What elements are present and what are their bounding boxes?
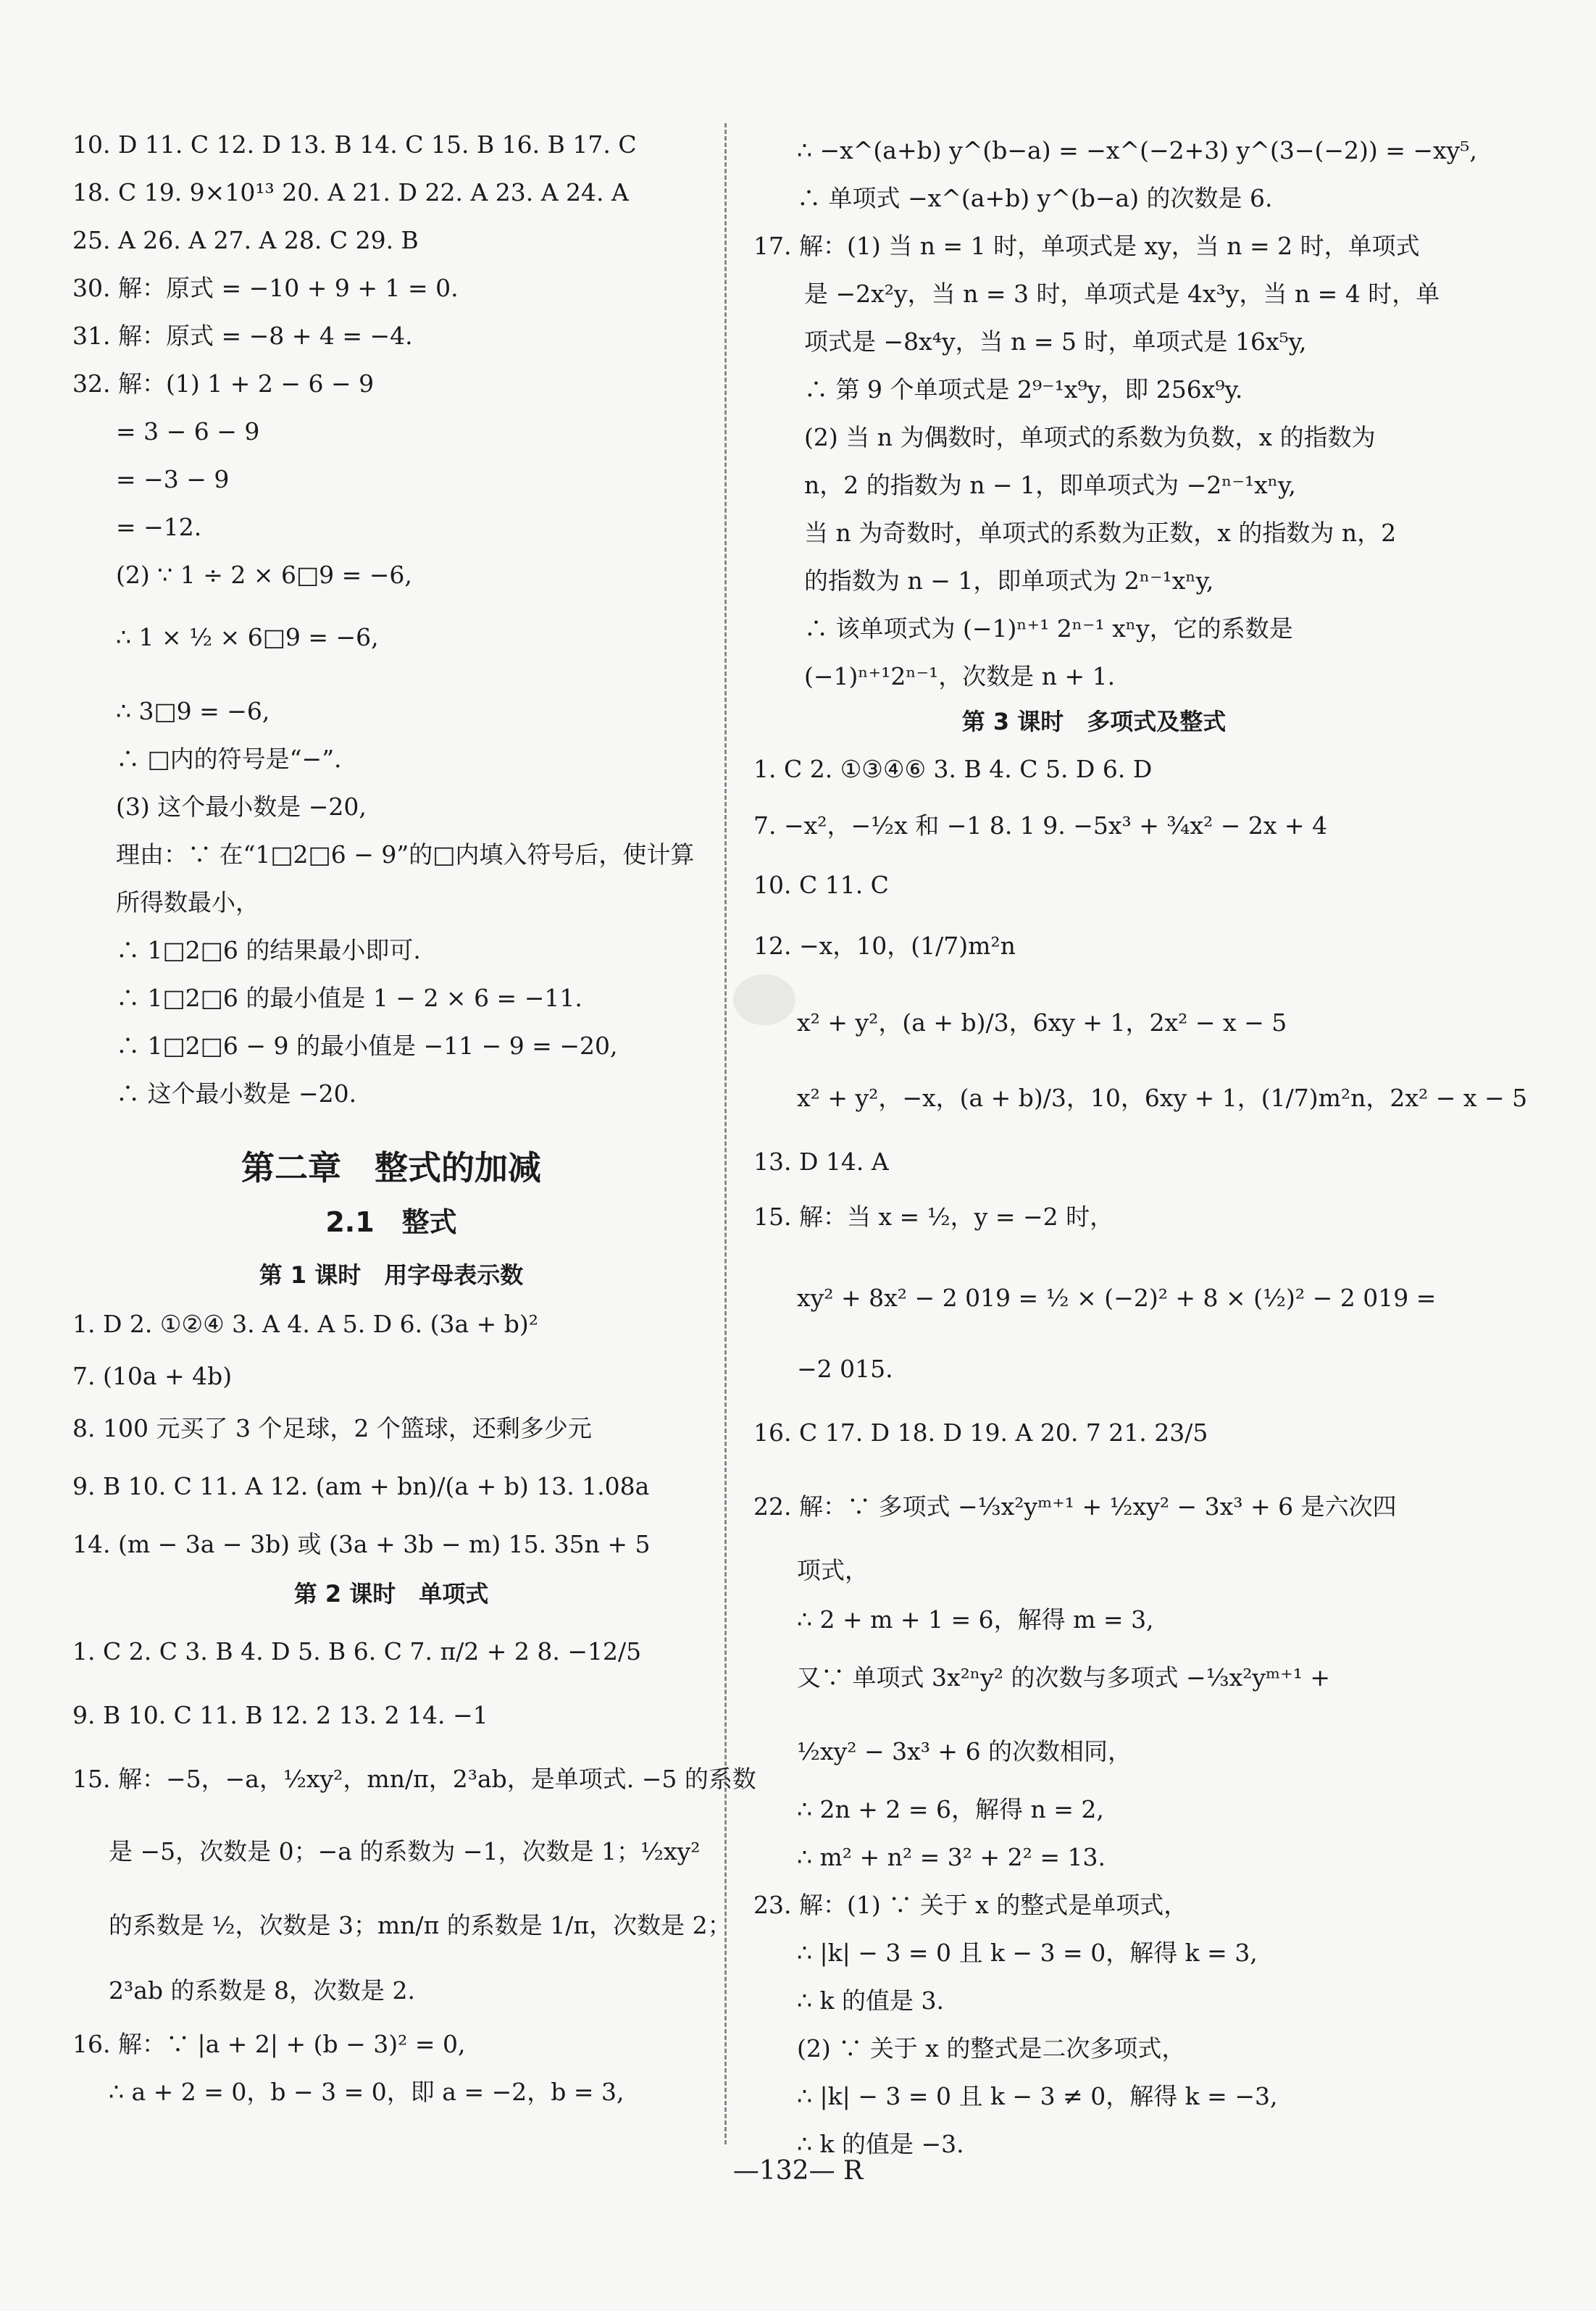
- answer-line: (2) ∵ 关于 x 的整式是二次多项式，: [797, 2034, 1186, 2063]
- lesson-title: 第 2 课时 单项式: [293, 1580, 489, 1608]
- answer-line: ∴ 1□2□6 的结果最小即可.: [116, 936, 421, 964]
- answer-line: 15. 解：−5，−a，½xy²，mn/π，2³ab，是单项式. −5 的系数: [72, 1765, 756, 1793]
- answer-line: (2) 当 n 为偶数时，单项式的系数为负数，x 的指数为: [804, 423, 1376, 451]
- answer-line: 所得数最小，: [116, 888, 259, 916]
- answer-line: ∴ k 的值是 −3.: [797, 2130, 964, 2158]
- answer-line: 10. C 11. C: [753, 871, 889, 899]
- answer-line: −2 015.: [797, 1355, 893, 1383]
- answer-line: 8. 100 元买了 3 个足球，2 个篮球，还剩多少元: [72, 1414, 592, 1442]
- answer-line: ∴ □内的符号是“−”.: [116, 745, 342, 773]
- answer-line: 13. D 14. A: [753, 1148, 889, 1176]
- answer-line: 2³ab 的系数是 8，次数是 2.: [109, 1976, 415, 2005]
- answer-line: 9. B 10. C 11. B 12. 2 13. 2 14. −1: [72, 1701, 488, 1729]
- section-title: 2.1 整式: [325, 1206, 457, 1238]
- answer-line: ∴ 1□2□6 的最小值是 1 − 2 × 6 = −11.: [116, 984, 582, 1012]
- answer-line: n，2 的指数为 n − 1，即单项式为 −2ⁿ⁻¹xⁿy,: [804, 471, 1296, 499]
- answer-line: 1. D 2. ①②④ 3. A 4. A 5. D 6. (3a + b)²: [72, 1310, 539, 1338]
- answer-line: 的系数是 ½，次数是 3；mn/π 的系数是 1/π，次数是 2；: [109, 1911, 732, 1939]
- lesson-title: 第 3 课时 多项式及整式: [961, 708, 1227, 735]
- chapter-title: 第二章 整式的加减: [241, 1148, 541, 1187]
- answer-line: 12. −x，10，(1/7)m²n: [753, 932, 1016, 960]
- answer-line: 7. −x²，−½x 和 −1 8. 1 9. −5x³ + ¾x² − 2x + 4: [753, 811, 1328, 840]
- answer-line: xy² + 8x² − 2 019 = ½ × (−2)² + 8 × (½)² − 2 019 =: [797, 1284, 1437, 1312]
- answer-line: = 3 − 6 − 9: [116, 417, 260, 446]
- answer-line: 项式，: [797, 1556, 869, 1584]
- answer-line: 10. D 11. C 12. D 13. B 14. C 15. B 16. B 17. C: [72, 130, 637, 159]
- answer-line: ∴ 这个最小数是 −20.: [116, 1079, 357, 1108]
- answer-line: ∴ 该单项式为 (−1)ⁿ⁺¹ 2ⁿ⁻¹ xⁿy，它的系数是: [804, 614, 1293, 643]
- answer-line: x² + y²，−x，(a + b)/3，10，6xy + 1，(1/7)m²n，2x² − x − 5: [797, 1084, 1528, 1112]
- answer-line: 17. 解：(1) 当 n = 1 时，单项式是 xy，当 n = 2 时，单项式: [753, 232, 1420, 260]
- lesson-title: 第 1 课时 用字母表示数: [259, 1261, 524, 1289]
- watermark-stamp: [733, 974, 795, 1025]
- answer-line: = −3 − 9: [116, 465, 230, 493]
- answer-line: 25. A 26. A 27. A 28. C 29. B: [72, 226, 419, 254]
- answer-line: x² + y²，(a + b)/3，6xy + 1，2x² − x − 5: [797, 1008, 1287, 1037]
- answer-line: 32. 解：(1) 1 + 2 − 6 − 9: [72, 369, 375, 398]
- answer-line: 18. C 19. 9×10¹³ 20. A 21. D 22. A 23. A 24. A: [72, 178, 629, 206]
- answer-line: ∴ 2n + 2 = 6，解得 n = 2,: [797, 1795, 1104, 1823]
- answer-line: 是 −2x²y，当 n = 3 时，单项式是 4x³y，当 n = 4 时，单: [804, 280, 1440, 308]
- page-number: —132— R: [732, 2156, 864, 2186]
- answer-line: ∴ 3□9 = −6,: [116, 697, 270, 725]
- answer-line: (−1)ⁿ⁺¹2ⁿ⁻¹，次数是 n + 1.: [804, 662, 1116, 690]
- answer-line: 7. (10a + 4b): [72, 1362, 233, 1390]
- answer-line: 的指数为 n − 1，即单项式为 2ⁿ⁻¹xⁿy,: [804, 567, 1214, 595]
- answer-line: 31. 解：原式 = −8 + 4 = −4.: [72, 322, 413, 350]
- answer-line: 是 −5，次数是 0；−a 的系数为 −1，次数是 1；½xy²: [109, 1837, 701, 1865]
- answer-line: 14. (m − 3a − 3b) 或 (3a + 3b − m) 15. 35n + 5: [72, 1530, 651, 1558]
- answer-line: ∴ a + 2 = 0，b − 3 = 0，即 a = −2，b = 3,: [109, 2078, 624, 2106]
- answer-line: ∴ k 的值是 3.: [797, 1986, 944, 2015]
- answer-line: 16. C 17. D 18. D 19. A 20. 7 21. 23/5: [753, 1418, 1208, 1447]
- answer-line: ∴ 1□2□6 − 9 的最小值是 −11 − 9 = −20,: [116, 1032, 618, 1060]
- answer-line: 又∵ 单项式 3x²ⁿy² 的次数与多项式 −⅓x²yᵐ⁺¹ +: [797, 1663, 1331, 1692]
- answer-line: (3) 这个最小数是 −20,: [116, 793, 367, 821]
- column-divider: [724, 123, 727, 2144]
- answer-line: ∴ m² + n² = 3² + 2² = 13.: [797, 1843, 1106, 1871]
- answer-line: 16. 解：∵ |a + 2| + (b − 3)² = 0,: [72, 2030, 466, 2058]
- answer-line: ∴ 1 × ½ × 6□9 = −6,: [116, 623, 379, 651]
- answer-line: = −12.: [116, 513, 202, 541]
- answer-line: 9. B 10. C 11. A 12. (am + bn)/(a + b) 13. 1.08a: [72, 1472, 650, 1500]
- answer-line: 当 n 为奇数时，单项式的系数为正数，x 的指数为 n，2: [804, 519, 1397, 547]
- answer-line: 30. 解：原式 = −10 + 9 + 1 = 0.: [72, 274, 459, 302]
- answer-line: ∴ 2 + m + 1 = 6，解得 m = 3,: [797, 1605, 1154, 1634]
- answer-line: (2) ∵ 1 ÷ 2 × 6□9 = −6,: [116, 561, 412, 589]
- answer-line: ∴ 第 9 个单项式是 2⁹⁻¹x⁹y，即 256x⁹y.: [804, 375, 1243, 404]
- answer-line: 15. 解：当 x = ½，y = −2 时，: [753, 1203, 1114, 1231]
- answer-line: ∴ |k| − 3 = 0 且 k − 3 ≠ 0，解得 k = −3,: [797, 2082, 1278, 2110]
- answer-line: 项式是 −8x⁴y，当 n = 5 时，单项式是 16x⁵y,: [804, 327, 1307, 356]
- answer-line: ∴ 单项式 −x^(a+b) y^(b−a) 的次数是 6.: [797, 184, 1273, 212]
- answer-line: 理由：∵ 在“1□2□6 − 9”的□内填入符号后，使计算: [116, 840, 695, 869]
- answer-line: 22. 解：∵ 多项式 −⅓x²yᵐ⁺¹ + ½xy² − 3x³ + 6 是六次四: [753, 1492, 1397, 1521]
- answer-line: ∴ −x^(a+b) y^(b−a) = −x^(−2+3) y^(3−(−2)) = −xy⁵,: [797, 136, 1477, 164]
- answer-line: ∴ |k| − 3 = 0 且 k − 3 = 0，解得 k = 3,: [797, 1939, 1258, 1967]
- answer-line: ½xy² − 3x³ + 6 的次数相同，: [797, 1737, 1132, 1765]
- answer-line: 1. C 2. ①③④⑥ 3. B 4. C 5. D 6. D: [753, 755, 1153, 783]
- answer-line: 1. C 2. C 3. B 4. D 5. B 6. C 7. π/2 + 2 8. −12/5: [72, 1637, 642, 1666]
- answer-line: 23. 解：(1) ∵ 关于 x 的整式是单项式，: [753, 1891, 1188, 1919]
